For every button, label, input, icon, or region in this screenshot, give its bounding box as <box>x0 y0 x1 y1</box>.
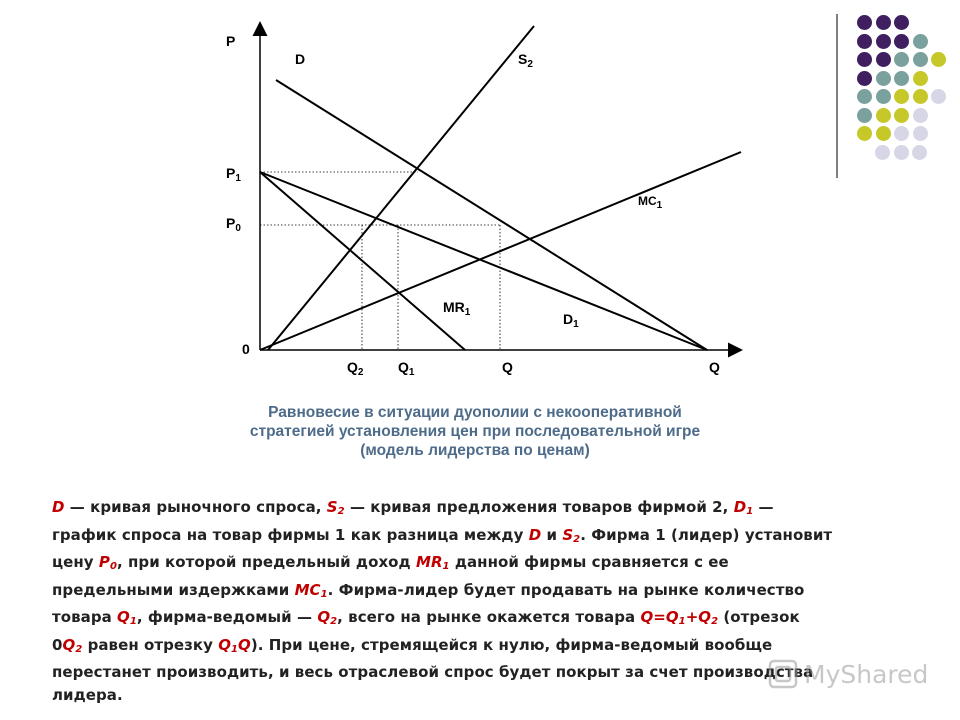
caption-line: стратегией установления цен при последовательной игре <box>249 423 701 440</box>
term-sub: 2 <box>330 616 338 627</box>
term: MR <box>415 553 443 571</box>
text-run: ). При цене, стремящейся к нулю, фирма-ведомый вообще <box>250 635 773 654</box>
text-run: график спроса на товар фирмы 1 как разница между <box>52 525 529 544</box>
d1-curve-label <box>563 311 579 330</box>
text-run: перестанет производить, и весь отраслевой спрос будет покрыт за счет производства <box>52 663 814 681</box>
p1-label-sub: 1 <box>235 173 241 184</box>
text-line <box>52 496 902 524</box>
term-sub: 0 <box>109 561 117 572</box>
d1-curve-label-base: D <box>563 311 574 327</box>
text-run: . Фирма-лидер будет продавать на рынке количество <box>327 580 805 599</box>
term: Q <box>238 635 251 654</box>
term-sub: 1 <box>129 616 137 627</box>
term: D <box>52 498 65 516</box>
text-run: , всего на рынке окажется товара <box>337 608 641 626</box>
mc1-curve-label-sub: 1 <box>656 200 663 211</box>
watermark-logo-icon <box>768 659 798 689</box>
caption-line: Равновесие в ситуации дуополии с некооперативной <box>268 404 682 421</box>
term: D <box>733 498 747 516</box>
text-run: — кривая предложения товаров фирмой 2, <box>344 498 734 516</box>
p1-label <box>226 165 241 184</box>
text-line <box>52 524 902 552</box>
x-axis-label: Q <box>709 359 720 375</box>
q2-label-sub: 2 <box>357 367 364 378</box>
text-run: предельными издержками <box>52 580 295 599</box>
term: P <box>98 553 110 571</box>
term-sub: 1 <box>678 616 686 627</box>
text-run: 0 <box>52 635 63 654</box>
term: MC <box>294 580 321 599</box>
term-sub: 1 <box>442 561 450 572</box>
diagram-caption <box>180 403 770 460</box>
term: S <box>562 525 574 544</box>
s2-curve-label-base: S <box>518 51 528 67</box>
text-run: (отрезок <box>718 608 800 626</box>
term: Q <box>62 635 76 654</box>
caption-line: (модель лидерства по ценам) <box>360 442 590 459</box>
d-curve-label-base: D <box>295 51 306 67</box>
origin-label: 0 <box>242 341 250 357</box>
text-run: , фирма-ведомый — <box>136 608 318 626</box>
supply-curve-s2 <box>268 26 534 350</box>
s2-curve-label <box>518 51 533 70</box>
p1-label-base: P <box>226 165 236 181</box>
q1-label <box>398 359 415 378</box>
term: Q <box>117 608 130 626</box>
q2-label-base: Q <box>347 359 358 375</box>
demand-curve-d <box>276 80 707 350</box>
term: D <box>528 525 542 544</box>
mc1-curve-label <box>638 194 663 211</box>
text-run: равен отрезку <box>82 635 219 654</box>
text-line <box>52 551 902 579</box>
q2-label <box>347 359 364 378</box>
term-sub: 1 <box>746 506 754 517</box>
term-sub: 1 <box>231 643 239 655</box>
mr1-curve-label-base: MR <box>443 299 465 315</box>
text-run: товара <box>52 608 118 626</box>
mc1-curve-label-base: MC <box>638 194 657 208</box>
q1-label-sub: 1 <box>408 367 415 378</box>
term: S <box>326 498 338 516</box>
text-run: цену <box>52 553 99 571</box>
text-run: — <box>753 498 774 516</box>
q-label <box>502 359 513 375</box>
text-line <box>52 606 902 634</box>
q-label-base: Q <box>502 359 513 375</box>
s2-curve-label-sub: 2 <box>527 59 533 70</box>
term-sub: 2 <box>337 506 345 517</box>
p0-label <box>226 215 241 234</box>
p0-label-sub: 0 <box>235 223 241 234</box>
text-run: данной фирмы сравняется с ее <box>449 553 729 571</box>
term-sub: 1 <box>320 588 328 600</box>
term-sub: 2 <box>75 643 83 655</box>
term: +Q <box>685 608 712 626</box>
mr1-curve-label <box>443 299 471 318</box>
q1-label-base: Q <box>398 359 409 375</box>
term-sub: 2 <box>711 616 719 627</box>
term: Q <box>317 608 331 626</box>
text-run: . Фирма 1 (лидер) установит <box>580 525 833 544</box>
mr1-curve-label-sub: 1 <box>464 307 471 318</box>
p0-label-base: P <box>226 215 236 231</box>
term: Q <box>218 635 232 654</box>
text-line <box>52 579 902 607</box>
d-curve-label <box>295 51 305 67</box>
term-sub: 2 <box>573 533 581 545</box>
text-run: , при которой предельный доход <box>116 553 416 571</box>
text-run: — кривая рыночного спроса, <box>64 498 327 516</box>
marginal-cost-mc1 <box>260 152 741 350</box>
text-run: лидера. <box>52 685 123 704</box>
d1-curve-label-sub: 1 <box>573 319 579 330</box>
term: Q=Q <box>640 608 679 626</box>
text-run: и <box>541 525 563 544</box>
watermark-text: MyShared <box>804 659 929 689</box>
y-axis-label: P <box>226 33 236 49</box>
watermark <box>768 656 928 692</box>
